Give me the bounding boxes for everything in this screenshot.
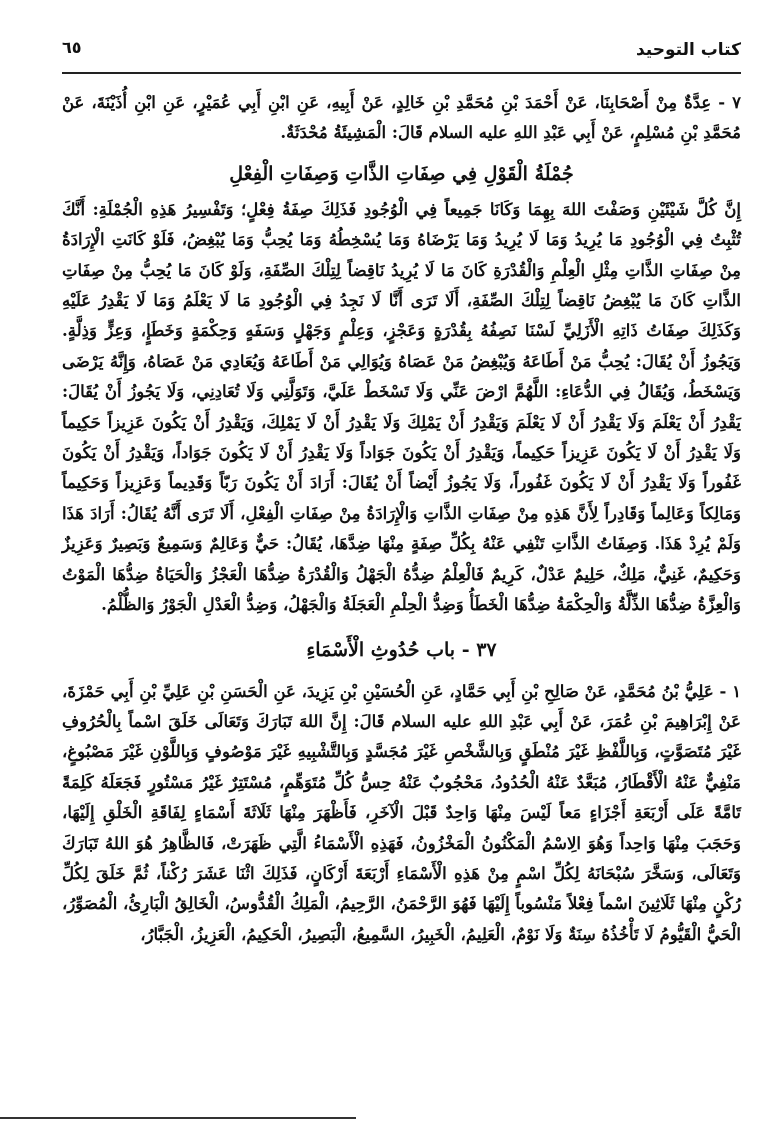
page-body <box>62 88 741 950</box>
running-header <box>62 32 741 68</box>
book-title: كتاب التوحيد <box>635 40 741 60</box>
page-number: ٦٥ <box>62 38 82 57</box>
header-rule <box>62 72 741 74</box>
section-text: إِنَّ كُلَّ شَيْئَيْنِ وَصَفْتَ اللهَ بِهِمَا وَكَانَا جَمِيعاً فِي الْوُجُودِ فَذَلِكَ صِفَةُ فِعْلٍ؛ وَتَفْسِيرُ هَذِهِ الْجُمْلَةِ: أَنَّكَ تُثْبِتُ فِي الْوُجُودِ مَا يُرِيدُ وَمَا لَا يُرِيدُ وَمَا يَرْضَاهُ وَمَا يُسْخِطُهُ وَمَا يُحِبُّ وَمَا يُبْغِضُ، فَلَوْ كَانَتِ الْإِرَادَةُ مِنْ صِفَاتِ الذَّاتِ مِثْلِ الْعِلْمِ وَالْقُدْرَةِ كَانَ مَا لَا يُرِيدُ نَاقِضاً لِتِلْكَ الصِّفَةِ، وَلَوْ كَانَ مَا يُحِبُّ مِنْ صِفَاتِ الذَّاتِ كَانَ مَا يُبْغِضُ نَاقِضاً لِتِلْكَ الصِّفَةِ، أَلَا تَرَى أَنَّا لَا نَجِدُ فِي الْوُجُودِ مَا لَا يَعْلَمُ وَمَا لَا يَقْدِرُ عَلَيْهِ وَكَذَلِكَ صِفَاتُ ذَاتِهِ الْأَزَلِيِّ لَسْنَا نَصِفُهُ بِقُدْرَةٍ وَعَجْزٍ، وَعِلْمٍ وَجَهْلٍ وَسَفَهٍ وَحِكْمَةٍ وَخَطَإٍ، وَعِزٍّ وَذِلَّةٍ. وَيَجُوزُ أَنْ يُقَالَ: يُحِبُّ مَنْ أَطَاعَهُ وَيُبْغِضُ مَنْ عَصَاهُ وَيُوَالِي مَنْ أَطَاعَهُ وَيُعَادِي مَنْ عَصَاهُ، وَإِنَّهُ يَرْضَى وَيَسْخَطُ، وَيُقَالُ فِي الدُّعَاءِ: اللَّهُمَّ ارْضَ عَنِّي وَلَا تَسْخَطْ عَلَيَّ، وَتَوَلَّنِي وَلَا تُعَادِنِي، وَلَا يَجُوزُ أَنْ يُقَالَ: يَقْدِرُ أَنْ يَعْلَمَ وَلَا يَقْدِرُ أَنْ لَا يَعْلَمَ وَيَقْدِرُ أَنْ يَمْلِكَ وَلَا يَقْدِرُ أَنْ لَا يَمْلِكَ، وَيَقْدِرُ أَنْ يَكُونَ عَزِيزاً حَكِيماً وَلَا يَقْدِرُ أَنْ لَا يَكُونَ عَزِيزاً حَكِيماً، وَيَقْدِرُ أَنْ يَكُونَ جَوَاداً وَلَا يَقْدِرُ أَنْ لَا يَكُونَ جَوَاداً، وَيَقْدِرُ أَنْ يَكُونَ غَفُوراً وَلَا يَقْدِرُ أَنْ لَا يَكُونَ غَفُوراً، وَلَا يَجُوزُ أَيْضاً أَنْ يُقَالَ: أَرَادَ أَنْ يَكُونَ رَبّاً وَقَدِيماً وَعَزِيزاً وَحَكِيماً وَمَالِكاً وَعَالِماً وَقَادِراً لِأَنَّ هَذِهِ مِنْ صِفَاتِ الذَّاتِ وَالْإِرَادَةُ مِنْ صِفَاتِ الْفِعْلِ، أَلَا تَرَى أَنَّهُ يُقَالُ: أَرَادَ هَذَا وَلَمْ يُرِدْ هَذَا. وَصِفَاتُ الذَّاتِ تَنْفِي عَنْهُ بِكُلِّ صِفَةٍ مِنْهَا ضِدَّهَا، يُقَالُ: حَيٌّ وَعَالِمٌ وَسَمِيعٌ وَبَصِيرٌ وَعَزِيزٌ وَحَكِيمٌ، غَنِيٌّ، مَلِكٌ، حَلِيمٌ عَدْلٌ، كَرِيمٌ فَالْعِلْمُ ضِدُّهُ الْجَهْلُ وَالْقُدْرَةُ ضِدُّهَا الْعَجْزُ وَالْحَيَاةُ ضِدُّهَا الْمَوْتُ وَالْعِزَّةُ ضِدُّهَا الذِّلَّةُ وَالْحِكْمَةُ ضِدُّهَا الْخَطَأُ وَضِدُّ الْحِلْمِ الْعَجَلَةُ وَالْجَهْلُ، وَضِدُّ الْعَدْلِ الْجَوْرُ وَالظُّلْمُ. <box>62 199 741 615</box>
section-heading: جُمْلَةُ الْقَوْلِ فِي صِفَاتِ الذَّاتِ وَصِفَاتِ الْفِعْلِ <box>229 162 574 185</box>
hadith-7: ٧ - عِدَّةٌ مِنْ أَصْحَابِنَا، عَنْ أَحْمَدَ بْنِ مُحَمَّدِ بْنِ خَالِدٍ، عَنْ أَبِيهِ، عَنِ ابْنِ أَبِي عُمَيْرٍ، عَنِ ابْنِ أُذَيْنَةَ، عَنْ مُحَمَّدِ بْنِ مُسْلِمٍ، عَنْ أَبِي عَبْدِ اللهِ عليه السلام قَالَ: الْمَشِيئَةُ مُحْدَثَةٌ. <box>62 93 741 143</box>
chapter-heading: ٣٧ - باب حُدُوثِ الْأَسْمَاءِ <box>306 638 497 661</box>
footnote-rule <box>0 1117 356 1119</box>
hadith-1: ١ - عَلِيُّ بْنُ مُحَمَّدٍ، عَنْ صَالِحِ بْنِ أَبِي حَمَّادٍ، عَنِ الْحُسَيْنِ بْنِ يَزِيدَ، عَنِ الْحَسَنِ بْنِ عَلِيِّ بْنِ أَبِي حَمْزَةَ، عَنْ إِبْرَاهِيمَ بْنِ عُمَرَ، عَنْ أَبِي عَبْدِ اللهِ عليه السلام قَالَ: إِنَّ اللهَ تَبَارَكَ وَتَعَالَى خَلَقَ اسْماً بِالْحُرُوفِ غَيْرَ مُتَصَوَّتٍ، وَبِاللَّفْظِ غَيْرَ مُنْطَقٍ وَبِالشَّخْصِ غَيْرَ مُجَسَّدٍ وَبِالتَّشْبِيهِ غَيْرَ مَوْصُوفٍ وَبِاللَّوْنِ غَيْرَ مَصْبُوغٍ، مَنْفِيٌّ عَنْهُ الْأَقْطَارُ، مُبَعَّدٌ عَنْهُ الْحُدُودُ، مَحْجُوبٌ عَنْهُ حِسُّ كُلِّ مُتَوَهِّمٍ، مُسْتَتِرٌ غَيْرُ مَسْتُورٍ فَجَعَلَهُ كَلِمَةً تَامَّةً عَلَى أَرْبَعَةِ أَجْزَاءٍ مَعاً لَيْسَ مِنْهَا وَاحِدٌ قَبْلَ الْآخَرِ، فَأَظْهَرَ مِنْهَا ثَلَاثَةَ أَسْمَاءٍ لِفَاقَةِ الْخَلْقِ إِلَيْهَا، وَحَجَبَ مِنْهَا وَاحِداً وَهُوَ الِاسْمُ الْمَكْنُونُ الْمَخْزُونُ، فَهَذِهِ الْأَسْمَاءُ الَّتِي ظَهَرَتْ، فَالظَّاهِرُ هُوَ اللهُ تَبَارَكَ وَتَعَالَى، وَسَخَّرَ سُبْحَانَهُ لِكُلِّ اسْمٍ مِنْ هَذِهِ الْأَسْمَاءِ أَرْبَعَةَ أَرْكَانٍ، فَذَلِكَ اثْنَا عَشَرَ رُكْناً، ثُمَّ خَلَقَ لِكُلِّ رُكْنٍ مِنْهَا ثَلَاثِينَ اسْماً فِعْلاً مَنْسُوباً إِلَيْهَا فَهُوَ الرَّحْمَنُ، الرَّحِيمُ، الْمَلِكُ الْقُدُّوسُ، الْخَالِقُ الْبَارِئُ، الْمُصَوِّرُ، الْحَيُّ الْقَيُّومُ لَا تَأْخُذُهُ سِنَةٌ وَلَا نَوْمٌ، الْعَلِيمُ، الْخَبِيرُ، السَّمِيعُ، الْبَصِيرُ، الْحَكِيمُ، الْعَزِيزُ، الْجَبَّارُ، <box>62 681 741 944</box>
